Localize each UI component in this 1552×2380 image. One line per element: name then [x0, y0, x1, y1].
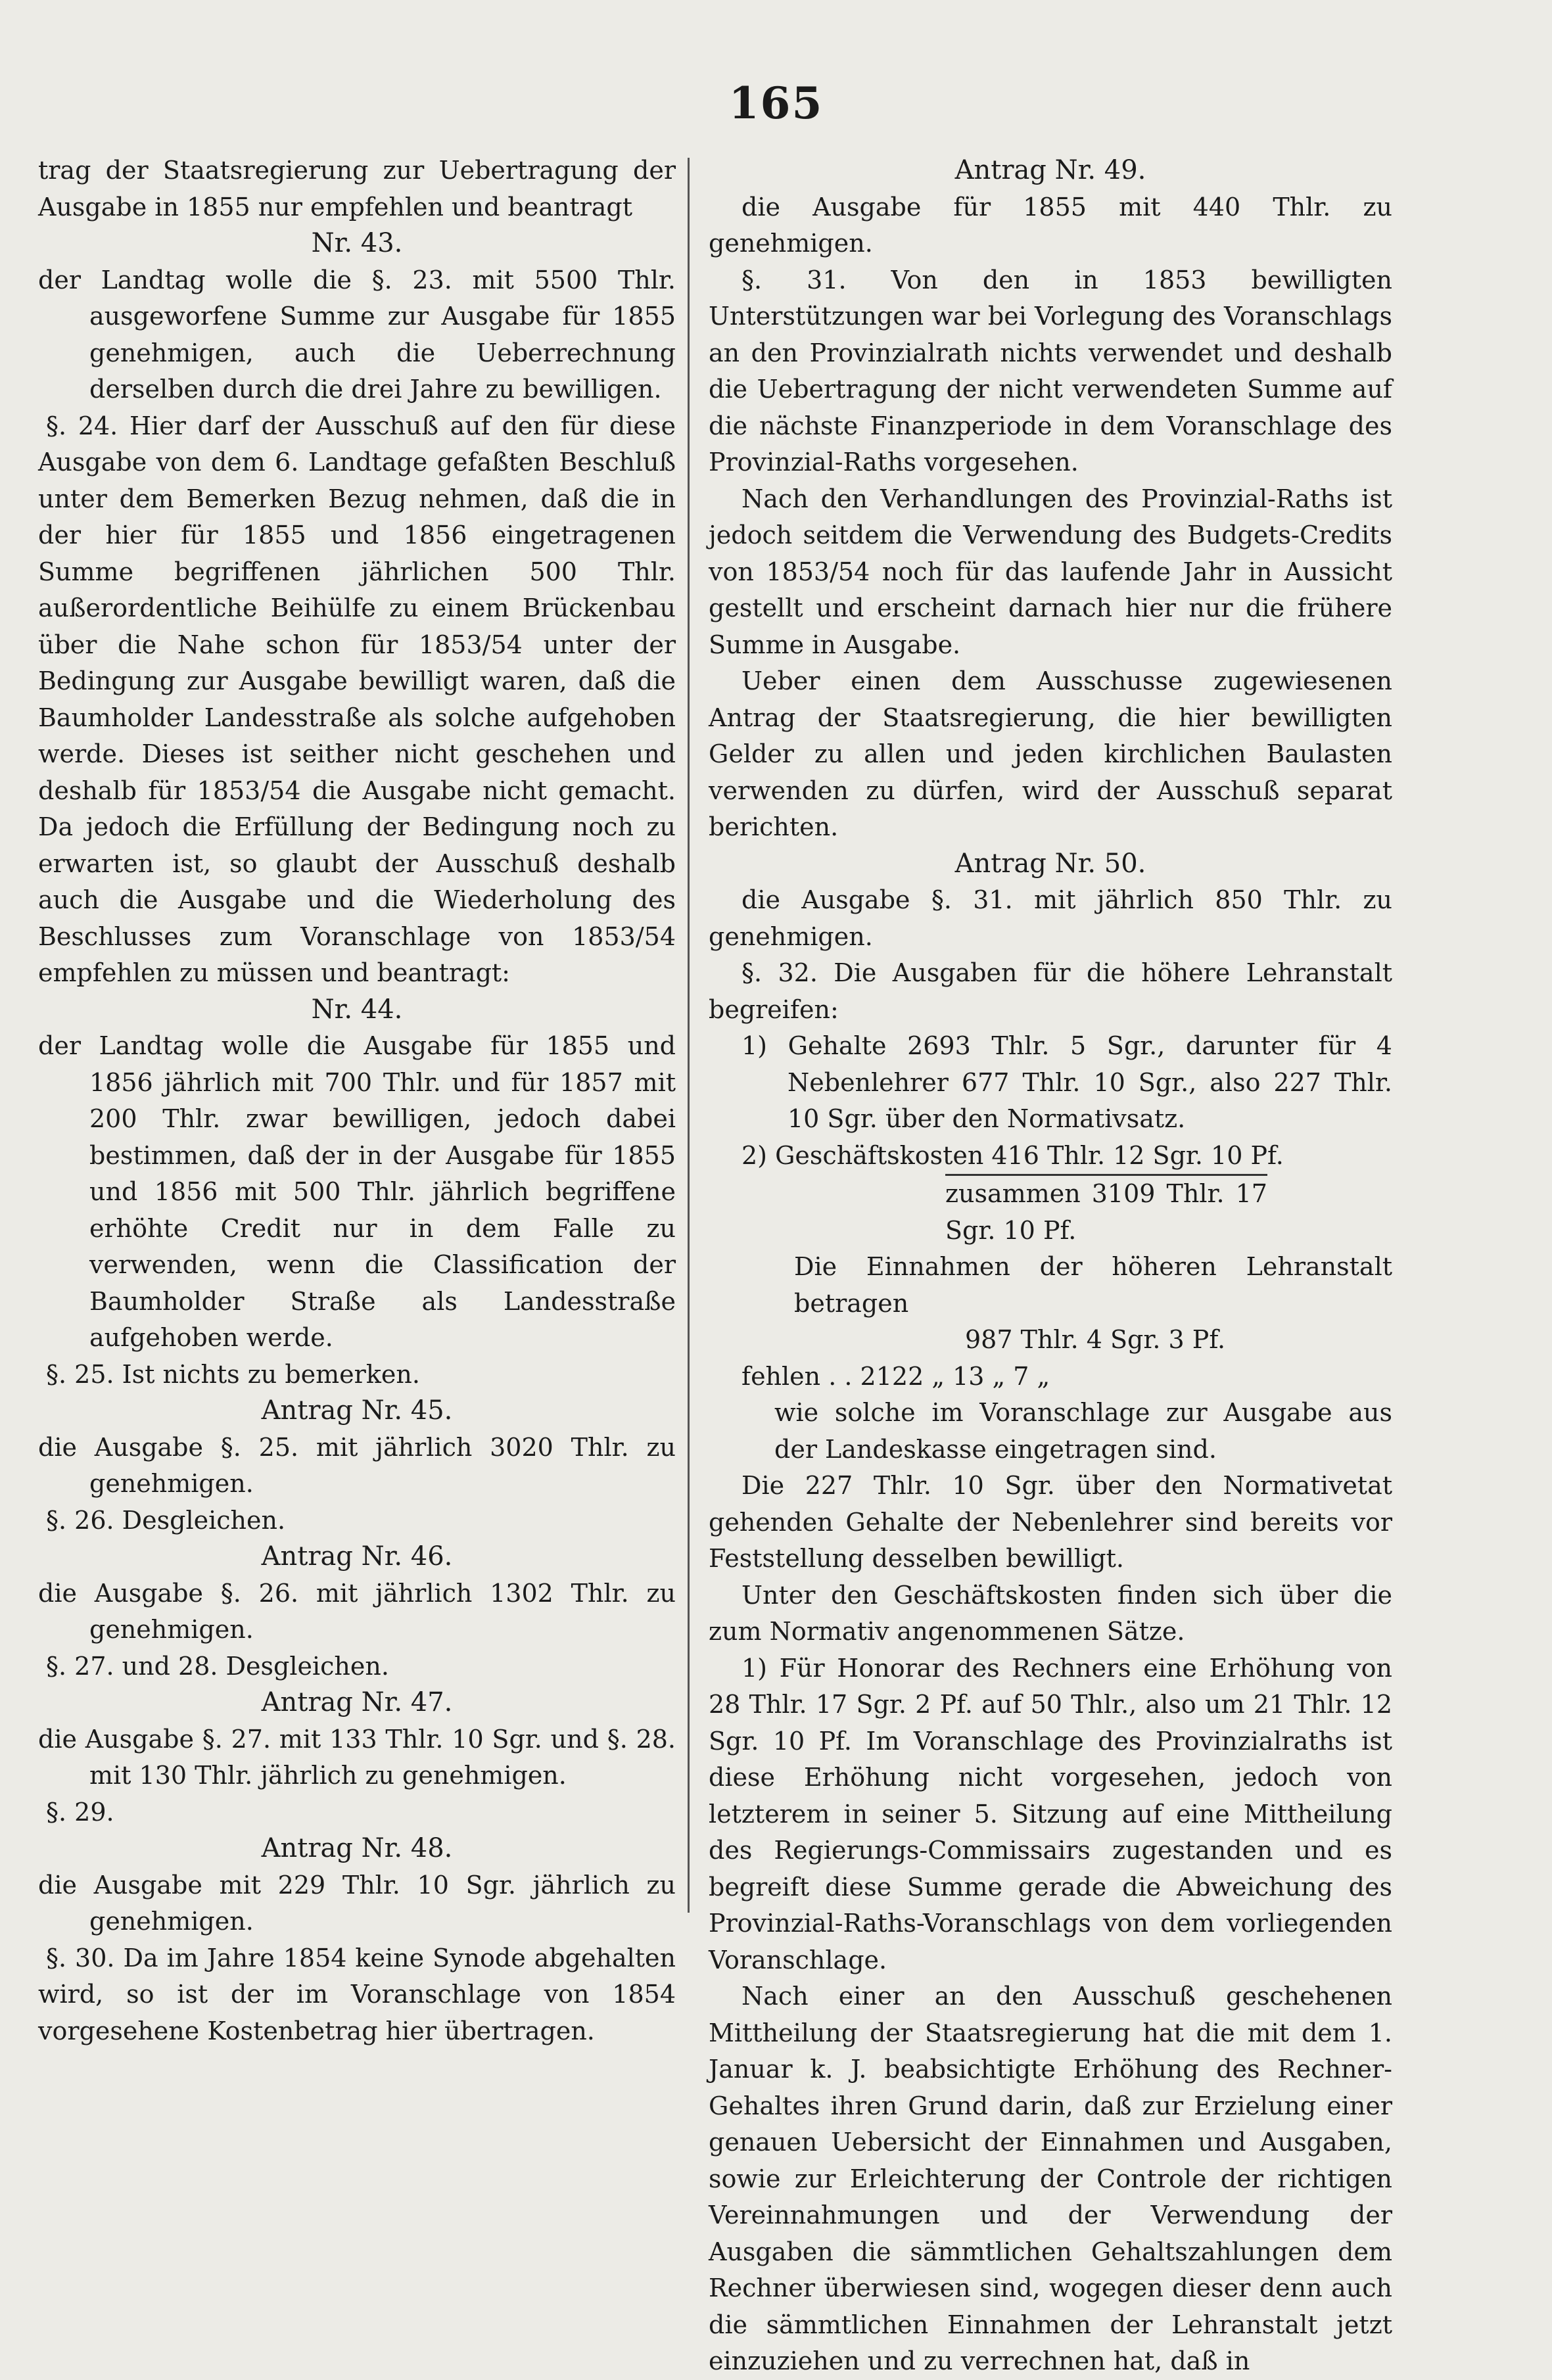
paragraph: wie solche im Voranschlage zur Ausgabe aus der Landeskasse eingetragen sind.: [774, 1398, 1392, 1464]
right-column: [709, 152, 1392, 2380]
section-paragraph: §. 32. Die Ausgaben für die höhere Lehranstalt begreifen:: [709, 958, 1392, 1024]
paragraph: Unter den Geschäftskosten finden sich über die zum Normativ angenommenen Sätze.: [709, 1580, 1392, 1646]
paragraph: Ueber einen dem Ausschusse zugewiesenen Antrag der Staatsregierung, die hier bewilligten Gelder zu allen und jeden kirchlichen Baulasten verwenden zu dürfen, wird der Ausschuß separat berichten.: [709, 666, 1392, 841]
paragraph: 1) Für Honorar des Rechners eine Erhöhung von 28 Thlr. 17 Sgr. 2 Pf. auf 50 Thlr., also um 21 Thlr. 12 Sgr. 10 Pf. Im Voranschlage des Provinzialraths ist diese Erhöhung nicht vorgesehen, jedoch von letzterem in seiner 5. Sitzung auf eine Mittheilung des Regierungs-Commissairs zugestanden und es begreift diese Summe gerade die Abweichung des Provinzial-Raths-Voranschlags von dem vorliegenden Voranschlage.: [709, 1653, 1392, 1974]
paragraph: Nach einer an den Ausschuß geschehenen Mittheilung der Staatsregierung hat die mit dem 1. Januar k. J. beabsichtigte Erhöhung des Rechner-Gehaltes ihren Grund darin, daß zur Erzielung einer genauen Uebersicht der Einnahmen und Ausgaben, sowie zur Erleichterung der Controle der richtigen Vereinnahmungen und der Verwendung der Ausgaben die sämmtlichen Gehaltszahlungen dem Rechner überwiesen sind, wogegen dieser denn auch die sämmtlichen Einnahmen der Lehranstalt jetzt einzuziehen und zu verrechnen hat, daß in: [709, 1982, 1392, 2375]
paragraph: trag der Staatsregierung zur Uebertragung der Ausgabe in 1855 nur empfehlen und beantragt: [38, 156, 676, 222]
motion-text: die Ausgabe §. 31. mit jährlich 850 Thlr. zu genehmigen.: [709, 885, 1392, 951]
motion-text: die Ausgabe §. 25. mit jährlich 3020 Thlr. zu genehmigen.: [38, 1432, 676, 1498]
section-paragraph: §. 26. Desgleichen.: [46, 1505, 286, 1535]
section-paragraph: §. 25. Ist nichts zu bemerken.: [46, 1359, 420, 1389]
list-item: 2) Geschäftskosten 416 Thlr. 12 Sgr. 10 Pf.: [741, 1140, 1284, 1170]
motion-heading: Antrag Nr. 47.: [261, 1687, 453, 1717]
motion-heading: Nr. 43.: [311, 228, 403, 258]
motion-text: die Ausgabe mit 229 Thlr. 10 Sgr. jährlich zu genehmigen.: [38, 1870, 676, 1936]
motion-heading: Antrag Nr. 50.: [954, 848, 1146, 879]
section-paragraph: §. 24. Hier darf der Ausschuß auf den für diese Ausgabe von dem 6. Landtage gefaßten Beschluß unter dem Bemerken Bezug nehmen, daß die in der hier für 1855 und 1856 eingetragenen Summe begriffenen jährlichen 500 Thlr. außerordentliche Beihülfe zu einem Brückenbau über die Nahe schon für 1853/54 unter der Bedingung zur Ausgabe bewilligt waren, daß die Baumholder Landesstraße als solche aufgehoben werde. Dieses ist seither nicht geschehen und deshalb für 1853/54 die Ausgabe nicht gemacht. Da jedoch die Erfüllung der Bedingung noch zu erwarten ist, so glaubt der Ausschuß deshalb auch die Ausgabe und die Wiederholung des Beschlusses zum Voranschlage von 1853/54 empfehlen zu müssen und beantragt:: [38, 411, 676, 987]
motion-heading: Antrag Nr. 45.: [261, 1395, 453, 1426]
amount-line: fehlen . . 2122 „ 13 „ 7 „: [741, 1361, 1050, 1391]
page-number: 165: [728, 78, 824, 129]
motion-heading: Antrag Nr. 48.: [261, 1833, 453, 1863]
motion-heading: Antrag Nr. 46.: [261, 1541, 453, 1572]
paragraph: Die 227 Thlr. 10 Sgr. über den Normativetat gehenden Gehalte der Nebenlehrer sind bereits vor Feststellung desselben bewilligt.: [709, 1471, 1392, 1573]
motion-text: die Ausgabe §. 27. mit 133 Thlr. 10 Sgr. und §. 28. mit 130 Thlr. jährlich zu genehmigen.: [38, 1724, 676, 1790]
sum-line: zusammen 3109 Thlr. 17 Sgr. 10 Pf.: [945, 1174, 1267, 1249]
motion-text: der Landtag wolle die §. 23. mit 5500 Thlr. ausgeworfene Summe zur Ausgabe für 1855 genehmigen, auch die Ueberrechnung derselben durch die drei Jahre zu bewilligen.: [38, 265, 676, 404]
section-paragraph: §. 30. Da im Jahre 1854 keine Synode abgehalten wird, so ist der im Voranschlage von 1854 vorgesehene Kostenbetrag hier übertragen.: [38, 1943, 676, 2045]
section-paragraph: §. 31. Von den in 1853 bewilligten Unterstützungen war bei Vorlegung des Voranschlags an den Provinzialrath nichts verwendet und deshalb die Uebertragung der nicht verwendeten Summe auf die nächste Finanzperiode in dem Voranschlage des Provinzial-Raths vorgesehen.: [709, 265, 1392, 477]
motion-heading: Nr. 44.: [311, 994, 403, 1025]
section-paragraph: §. 27. und 28. Desgleichen.: [46, 1651, 389, 1681]
paragraph: Die Einnahmen der höheren Lehranstalt betragen: [794, 1252, 1392, 1318]
amount-line: 987 Thlr. 4 Sgr. 3 Pf.: [965, 1325, 1226, 1354]
motion-text: der Landtag wolle die Ausgabe für 1855 und 1856 jährlich mit 700 Thlr. und für 1857 mit 200 Thlr. zwar bewilligen, jedoch dabei bestimmen, daß der in der Ausgabe für 1855 und 1856 mit 500 Thlr. jährlich begriffene erhöhte Credit nur in dem Falle zu verwenden, wenn die Classification der Baumholder Straße als Landesstraße aufgehoben werde.: [38, 1031, 676, 1352]
motion-text: die Ausgabe §. 26. mit jährlich 1302 Thlr. zu genehmigen.: [38, 1578, 676, 1644]
motion-text: die Ausgabe für 1855 mit 440 Thlr. zu genehmigen.: [709, 192, 1392, 258]
motion-heading: Antrag Nr. 49.: [954, 155, 1146, 185]
section-paragraph: §. 29.: [46, 1797, 114, 1827]
paragraph: Nach den Verhandlungen des Provinzial-Raths ist jedoch seitdem die Verwendung des Budgets-Credits von 1853/54 noch für das laufende Jahr in Aussicht gestellt und erscheint darnach hier nur die frühere Summe in Ausgabe.: [709, 484, 1392, 659]
column-divider: [688, 158, 690, 1913]
list-item: 1) Gehalte 2693 Thlr. 5 Sgr., darunter für 4 Nebenlehrer 677 Thlr. 10 Sgr., also 227 Thlr. 10 Sgr. über den Normativsatz.: [741, 1031, 1392, 1133]
left-column: [38, 152, 676, 2049]
